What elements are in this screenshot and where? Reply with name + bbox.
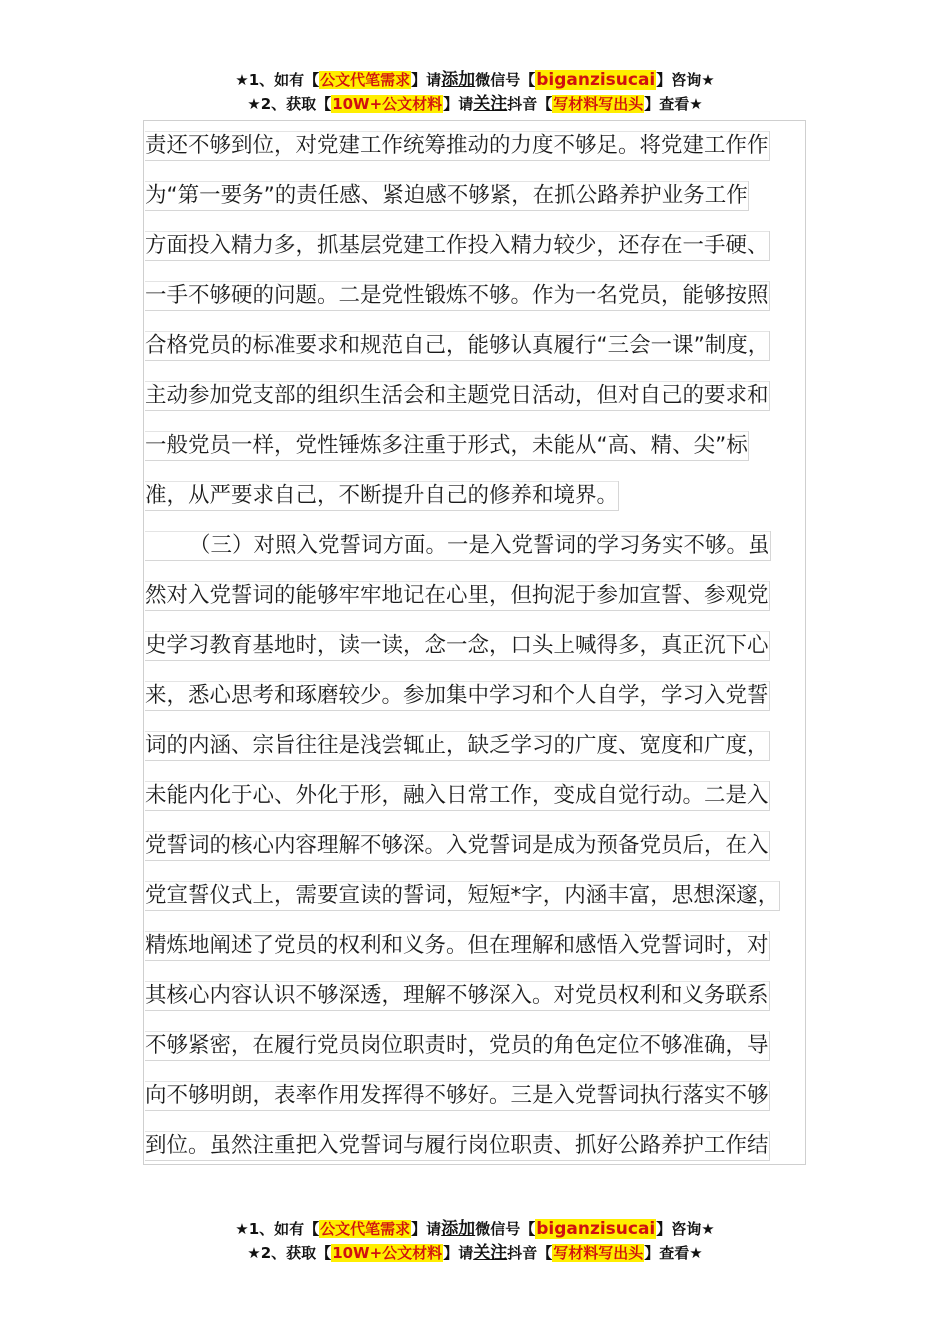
body-line: 其核心内容认识不够深透，理解不够深入。对党员权利和义务联系 bbox=[145, 981, 769, 1011]
banner-text: ★2、获取【 bbox=[247, 1244, 332, 1262]
banner-text: 微信号【 bbox=[475, 1220, 536, 1238]
body-line: 为“第一要务”的责任感、紧迫感不够紧，在抓公路养护业务工作 bbox=[145, 181, 748, 211]
banner-text: 】查看★ bbox=[644, 1244, 703, 1262]
banner-text: 】请 bbox=[411, 71, 442, 89]
banner-text: 】查看★ bbox=[644, 95, 703, 113]
banner-text: 】请 bbox=[443, 95, 474, 113]
highlight-text: 公文代笔需求 bbox=[320, 1220, 411, 1238]
wechat-id: biganzisucai bbox=[536, 1219, 656, 1239]
body-line: 党宣誓仪式上，需要宣读的誓词，短短*字，内涵丰富，思想深邃， bbox=[145, 881, 779, 911]
banner-line-1 bbox=[0, 1217, 950, 1241]
banner-text: 】咨询★ bbox=[656, 71, 715, 89]
body-line: 向不够明朗，表率作用发挥得不够好。三是入党誓词执行落实不够 bbox=[145, 1081, 769, 1111]
banner-text: ★2、获取【 bbox=[247, 95, 332, 113]
banner-text: ★1、如有【 bbox=[235, 71, 320, 89]
body-line: 不够紧密，在履行党员岗位职责时，党员的角色定位不够准确，导 bbox=[145, 1031, 769, 1061]
body-line: 到位。虽然注重把入党誓词与履行岗位职责、抓好公路养护工作结 bbox=[145, 1131, 769, 1161]
underlined-text: 添加 bbox=[441, 1219, 476, 1239]
footer-banner bbox=[0, 1217, 950, 1265]
banner-text: 抖音【 bbox=[507, 1244, 553, 1262]
body-line: 责还不够到位，对党建工作统筹推动的力度不够足。将党建工作作 bbox=[145, 131, 769, 161]
underlined-text: 添加 bbox=[441, 70, 476, 90]
header-banner bbox=[0, 68, 950, 116]
banner-line-2 bbox=[0, 92, 950, 116]
body-line: 来，悉心思考和琢磨较少。参加集中学习和个人自学，学习入党誓 bbox=[145, 681, 769, 711]
banner-text: 】请 bbox=[411, 1220, 442, 1238]
body-line: 主动参加党支部的组织生活会和主题党日活动，但对自己的要求和 bbox=[145, 381, 769, 411]
body-line: 精炼地阐述了党员的权利和义务。但在理解和感悟入党誓词时，对 bbox=[145, 931, 769, 961]
body-line: 史学习教育基地时，读一读，念一念，口头上喊得多，真正沉下心 bbox=[145, 631, 769, 661]
section-heading-line: （三）对照入党誓词方面。一是入党誓词的学习务实不够。虽 bbox=[145, 531, 770, 561]
highlight-text: 公文代笔需求 bbox=[320, 71, 411, 89]
banner-text: 抖音【 bbox=[507, 95, 553, 113]
body-line: 未能内化于心、外化于形，融入日常工作，变成自觉行动。二是入 bbox=[145, 781, 769, 811]
body-line: 词的内涵、宗旨往往是浅尝辄止，缺乏学习的广度、宽度和广度， bbox=[145, 731, 769, 761]
underlined-text: 关注 bbox=[473, 94, 508, 114]
banner-text: 】请 bbox=[443, 1244, 474, 1262]
banner-line-1 bbox=[0, 68, 950, 92]
douyin-id: 写材料写出头 bbox=[553, 95, 644, 113]
body-line: 党誓词的核心内容理解不够深。入党誓词是成为预备党员后，在入 bbox=[145, 831, 769, 861]
douyin-id: 写材料写出头 bbox=[553, 1244, 644, 1262]
underlined-text: 关注 bbox=[473, 1243, 508, 1263]
banner-text: ★1、如有【 bbox=[235, 1220, 320, 1238]
banner-text: 微信号【 bbox=[475, 71, 536, 89]
body-line: 方面投入精力多，抓基层党建工作投入精力较少，还存在一手硬、 bbox=[145, 231, 769, 261]
banner-text: 】咨询★ bbox=[656, 1220, 715, 1238]
banner-line-2 bbox=[0, 1241, 950, 1265]
body-line: 一般党员一样，党性锤炼多注重于形式，未能从“高、精、尖”标 bbox=[145, 431, 748, 461]
body-line: 准，从严要求自己，不断提升自己的修养和境界。 bbox=[145, 481, 618, 511]
body-line: 合格党员的标准要求和规范自己，能够认真履行“三会一课”制度， bbox=[145, 331, 769, 361]
wechat-id: biganzisucai bbox=[536, 70, 656, 90]
body-line: 然对入党誓词的能够牢牢地记在心里，但拘泥于参加宣誓、参观党 bbox=[145, 581, 769, 611]
highlight-text: 10W+公文材料 bbox=[332, 95, 443, 113]
body-line: 一手不够硬的问题。二是党性锻炼不够。作为一名党员，能够按照 bbox=[145, 281, 769, 311]
highlight-text: 10W+公文材料 bbox=[332, 1244, 443, 1262]
